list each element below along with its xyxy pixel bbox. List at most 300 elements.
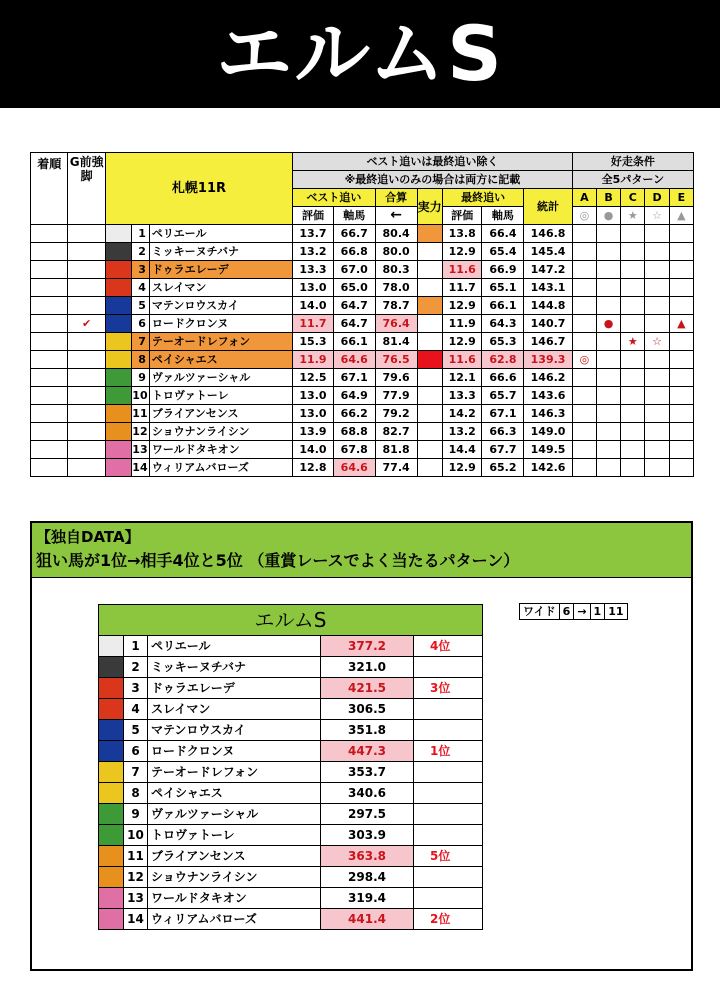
cond-b-cell: ● xyxy=(597,315,621,333)
toukei-value: 143.1 xyxy=(524,279,572,297)
frame-color-cell xyxy=(99,678,124,699)
header-cond2: 全5パターン xyxy=(572,171,693,189)
cond-e-cell xyxy=(669,405,693,423)
cond-b-cell xyxy=(597,405,621,423)
cond-a-cell xyxy=(572,441,596,459)
score-row xyxy=(99,699,483,720)
jitsuryoku-cell xyxy=(417,351,442,369)
horse-name: ワールドタキオン xyxy=(149,441,292,459)
best-jikuba: 68.8 xyxy=(333,423,375,441)
wide-arrow-icon: → xyxy=(574,604,590,620)
best-hyoka: 13.2 xyxy=(293,243,334,261)
jitsuryoku-cell xyxy=(417,279,442,297)
final-jikuba: 66.9 xyxy=(482,261,524,279)
cond-e-cell xyxy=(669,423,693,441)
frame-color-cell xyxy=(99,888,124,909)
cond-e-cell xyxy=(669,279,693,297)
cond-e-cell xyxy=(669,441,693,459)
cond-a-cell xyxy=(572,387,596,405)
final-hyoka: 11.6 xyxy=(442,351,482,369)
cond-b-cell xyxy=(597,297,621,315)
horse-row xyxy=(31,351,694,369)
frame-color-cell xyxy=(99,762,124,783)
score-value: 298.4 xyxy=(321,867,414,888)
triangle-icon: ▲ xyxy=(669,207,693,225)
horse-name: トロヴァトーレ xyxy=(148,825,321,846)
cond-c-cell xyxy=(621,441,645,459)
final-jikuba: 66.6 xyxy=(482,369,524,387)
best-hyoka: 13.7 xyxy=(293,225,334,243)
frame-color-cell xyxy=(99,783,124,804)
toukei-value: 149.5 xyxy=(524,441,572,459)
toukei-value: 144.8 xyxy=(524,297,572,315)
cond-c-cell xyxy=(621,279,645,297)
g-mark-cell xyxy=(68,459,105,477)
horse-number: 11 xyxy=(124,846,148,867)
chakujun-cell xyxy=(31,405,68,423)
horse-number: 9 xyxy=(132,369,150,387)
toukei-value: 143.6 xyxy=(524,387,572,405)
frame-color-cell xyxy=(105,369,131,387)
chakujun-cell xyxy=(31,297,68,315)
header-c: C xyxy=(621,189,645,207)
final-hyoka: 13.8 xyxy=(442,225,482,243)
g-mark-cell xyxy=(68,351,105,369)
cond-c-cell xyxy=(621,405,645,423)
score-value: 319.4 xyxy=(321,888,414,909)
cond-d-cell xyxy=(645,369,669,387)
horse-name: ペリエール xyxy=(148,636,321,657)
horse-row xyxy=(31,225,694,243)
final-jikuba: 66.3 xyxy=(482,423,524,441)
horse-name: ウィリアムバローズ xyxy=(148,909,321,930)
rank-label xyxy=(414,699,483,720)
best-hyoka: 13.0 xyxy=(293,387,334,405)
header-b: B xyxy=(597,189,621,207)
horse-number: 12 xyxy=(132,423,150,441)
header-hyoka2: 評価 xyxy=(442,207,482,225)
score-row xyxy=(99,825,483,846)
frame-color-cell xyxy=(99,657,124,678)
horse-name: スレイマン xyxy=(149,279,292,297)
horse-number: 12 xyxy=(124,867,148,888)
page-title: エルムS xyxy=(216,9,504,98)
frame-color-cell xyxy=(105,351,131,369)
g-mark-cell xyxy=(68,297,105,315)
frame-color-cell xyxy=(105,333,131,351)
chakujun-cell xyxy=(31,279,68,297)
frame-color-cell xyxy=(99,720,124,741)
horse-name: ブライアンセンス xyxy=(148,846,321,867)
best-jikuba: 64.6 xyxy=(333,459,375,477)
frame-color-cell xyxy=(99,741,124,762)
score-value: 447.3 xyxy=(321,741,414,762)
cond-e-cell xyxy=(669,225,693,243)
frame-color-cell xyxy=(105,387,131,405)
horse-number: 2 xyxy=(124,657,148,678)
chakujun-cell xyxy=(31,459,68,477)
horse-number: 5 xyxy=(124,720,148,741)
best-hyoka: 13.0 xyxy=(293,405,334,423)
jitsuryoku-cell xyxy=(417,405,442,423)
cond-e-cell xyxy=(669,369,693,387)
horse-number: 14 xyxy=(124,909,148,930)
horse-row xyxy=(31,315,694,333)
final-hyoka: 11.7 xyxy=(442,279,482,297)
horse-name: ワールドタキオン xyxy=(148,888,321,909)
cond-c-cell xyxy=(621,297,645,315)
horse-name: テーオードレフォン xyxy=(148,762,321,783)
horse-number: 1 xyxy=(132,225,150,243)
gosan-value: 80.4 xyxy=(375,225,417,243)
final-jikuba: 65.2 xyxy=(482,459,524,477)
cond-e-cell xyxy=(669,297,693,315)
score-row xyxy=(99,846,483,867)
cond-c-cell xyxy=(621,423,645,441)
horse-number: 4 xyxy=(124,699,148,720)
toukei-value: 147.2 xyxy=(524,261,572,279)
rank-label xyxy=(414,888,483,909)
chakujun-cell xyxy=(31,369,68,387)
cond-e-cell xyxy=(669,459,693,477)
horse-name: テーオードレフォン xyxy=(149,333,292,351)
header-g-zen-kyoukyaku: G前強脚 xyxy=(68,153,105,225)
cond-e-cell xyxy=(669,243,693,261)
cond-c-cell xyxy=(621,243,645,261)
cond-c-cell xyxy=(621,459,645,477)
score-row xyxy=(99,804,483,825)
horse-number: 8 xyxy=(124,783,148,804)
jitsuryoku-cell xyxy=(417,225,442,243)
horse-row xyxy=(31,441,694,459)
final-hyoka: 14.4 xyxy=(442,441,482,459)
gosan-value: 76.5 xyxy=(375,351,417,369)
final-jikuba: 65.3 xyxy=(482,333,524,351)
best-jikuba: 67.0 xyxy=(333,261,375,279)
horse-number: 5 xyxy=(132,297,150,315)
cond-e-cell xyxy=(669,261,693,279)
horse-number: 1 xyxy=(124,636,148,657)
wide-bet-box xyxy=(519,603,628,620)
horse-name: ショウナンライシン xyxy=(149,423,292,441)
cond-d-cell xyxy=(645,243,669,261)
gosan-value: 82.7 xyxy=(375,423,417,441)
best-hyoka: 14.0 xyxy=(293,297,334,315)
gosan-value: 79.2 xyxy=(375,405,417,423)
rank-label xyxy=(414,783,483,804)
g-mark-cell xyxy=(68,423,105,441)
double-circle-icon: ◎ xyxy=(572,207,596,225)
title-banner xyxy=(0,0,720,108)
final-hyoka: 12.9 xyxy=(442,333,482,351)
header-d: D xyxy=(645,189,669,207)
cond-a-cell xyxy=(572,261,596,279)
horse-number: 2 xyxy=(132,243,150,261)
best-hyoka: 13.3 xyxy=(293,261,334,279)
header-jikuba2: 軸馬 xyxy=(482,207,524,225)
toukei-value: 142.6 xyxy=(524,459,572,477)
cond-a-cell xyxy=(572,333,596,351)
score-row xyxy=(99,636,483,657)
wide-third: 11 xyxy=(605,604,627,620)
g-mark-cell xyxy=(68,387,105,405)
horse-number: 10 xyxy=(132,387,150,405)
horse-number: 7 xyxy=(132,333,150,351)
final-hyoka: 12.9 xyxy=(442,297,482,315)
score-table xyxy=(98,604,483,930)
cond-d-cell xyxy=(645,261,669,279)
horse-row xyxy=(31,279,694,297)
cond-c-cell: ★ xyxy=(621,333,645,351)
final-jikuba: 65.1 xyxy=(482,279,524,297)
final-jikuba: 65.7 xyxy=(482,387,524,405)
jitsuryoku-cell xyxy=(417,333,442,351)
header-jikuba: 軸馬 xyxy=(333,207,375,225)
score-value: 351.8 xyxy=(321,720,414,741)
cond-e-cell xyxy=(669,333,693,351)
header-race: 札幌11R xyxy=(105,153,292,225)
cond-c-cell xyxy=(621,315,645,333)
header-toukei: 統計 xyxy=(524,189,572,225)
cond-d-cell xyxy=(645,225,669,243)
frame-color-cell xyxy=(105,243,131,261)
horse-name: ペイシャエス xyxy=(149,351,292,369)
rank-label: 3位 xyxy=(414,678,483,699)
horse-number: 13 xyxy=(132,441,150,459)
header-gosan: 合算 xyxy=(375,189,417,207)
header-e: E xyxy=(669,189,693,207)
rank-label: 5位 xyxy=(414,846,483,867)
final-jikuba: 66.1 xyxy=(482,297,524,315)
score-value: 297.5 xyxy=(321,804,414,825)
horse-row xyxy=(31,333,694,351)
gosan-value: 80.0 xyxy=(375,243,417,261)
cond-a-cell xyxy=(572,297,596,315)
jitsuryoku-cell xyxy=(417,423,442,441)
cond-d-cell xyxy=(645,297,669,315)
horse-name: ミッキーヌチバナ xyxy=(149,243,292,261)
final-jikuba: 67.7 xyxy=(482,441,524,459)
rank-label xyxy=(414,762,483,783)
score-value: 421.5 xyxy=(321,678,414,699)
header-a: A xyxy=(572,189,596,207)
chakujun-cell xyxy=(31,423,68,441)
frame-color-cell xyxy=(105,261,131,279)
best-hyoka: 12.5 xyxy=(293,369,334,387)
cond-c-cell xyxy=(621,369,645,387)
best-jikuba: 64.7 xyxy=(333,315,375,333)
cond-d-cell xyxy=(645,441,669,459)
frame-color-cell xyxy=(99,867,124,888)
gosan-value: 80.3 xyxy=(375,261,417,279)
best-jikuba: 66.7 xyxy=(333,225,375,243)
cond-d-cell xyxy=(645,387,669,405)
cond-a-cell xyxy=(572,225,596,243)
horse-number: 6 xyxy=(132,315,150,333)
cond-d-cell: ☆ xyxy=(645,333,669,351)
rank-label xyxy=(414,804,483,825)
horse-row xyxy=(31,369,694,387)
jitsuryoku-cell xyxy=(417,441,442,459)
horse-number: 6 xyxy=(124,741,148,762)
star-outline-icon: ☆ xyxy=(645,207,669,225)
final-hyoka: 13.3 xyxy=(442,387,482,405)
toukei-value: 146.2 xyxy=(524,369,572,387)
cond-b-cell xyxy=(597,333,621,351)
best-jikuba: 66.8 xyxy=(333,243,375,261)
horse-row xyxy=(31,243,694,261)
header-chakujun: 着順 xyxy=(31,153,68,225)
horse-name: ペイシャエス xyxy=(148,783,321,804)
header-best-note1: ベスト追いは最終追い除く xyxy=(293,153,573,171)
chakujun-cell xyxy=(31,351,68,369)
wide-second: 1 xyxy=(590,604,605,620)
star-icon: ★ xyxy=(621,207,645,225)
cond-a-cell xyxy=(572,279,596,297)
chakujun-cell xyxy=(31,225,68,243)
final-hyoka: 12.9 xyxy=(442,459,482,477)
cond-b-cell xyxy=(597,423,621,441)
gosan-value: 78.7 xyxy=(375,297,417,315)
horse-number: 3 xyxy=(132,261,150,279)
horse-name: ミッキーヌチバナ xyxy=(148,657,321,678)
final-jikuba: 67.1 xyxy=(482,405,524,423)
horse-name: ウィリアムバローズ xyxy=(149,459,292,477)
cond-b-cell xyxy=(597,459,621,477)
horse-number: 11 xyxy=(132,405,150,423)
horse-number: 8 xyxy=(132,351,150,369)
toukei-value: 145.4 xyxy=(524,243,572,261)
horse-row xyxy=(31,387,694,405)
jitsuryoku-cell xyxy=(417,387,442,405)
best-jikuba: 67.1 xyxy=(333,369,375,387)
chakujun-cell xyxy=(31,243,68,261)
cond-c-cell xyxy=(621,225,645,243)
best-jikuba: 65.0 xyxy=(333,279,375,297)
horse-number: 7 xyxy=(124,762,148,783)
toukei-value: 140.7 xyxy=(524,315,572,333)
frame-color-cell xyxy=(99,825,124,846)
score-value: 377.2 xyxy=(321,636,414,657)
toukei-value: 146.8 xyxy=(524,225,572,243)
final-jikuba: 66.4 xyxy=(482,225,524,243)
toukei-value: 139.3 xyxy=(524,351,572,369)
best-jikuba: 64.9 xyxy=(333,387,375,405)
score-value: 353.7 xyxy=(321,762,414,783)
cond-c-cell xyxy=(621,261,645,279)
best-jikuba: 67.8 xyxy=(333,441,375,459)
rank-label xyxy=(414,825,483,846)
best-hyoka: 11.7 xyxy=(293,315,334,333)
horse-name: ヴァルツァーシャル xyxy=(149,369,292,387)
frame-color-cell xyxy=(105,279,131,297)
jitsuryoku-cell xyxy=(417,261,442,279)
cond-c-cell xyxy=(621,351,645,369)
final-hyoka: 12.1 xyxy=(442,369,482,387)
cond-e-cell xyxy=(669,351,693,369)
best-jikuba: 66.1 xyxy=(333,333,375,351)
final-jikuba: 64.3 xyxy=(482,315,524,333)
cond-b-cell xyxy=(597,387,621,405)
g-mark-cell xyxy=(68,225,105,243)
score-row xyxy=(99,657,483,678)
cond-d-cell xyxy=(645,351,669,369)
score-value: 306.5 xyxy=(321,699,414,720)
horse-row xyxy=(31,405,694,423)
score-row xyxy=(99,888,483,909)
horse-row xyxy=(31,261,694,279)
header-final: 最終追い xyxy=(442,189,523,207)
frame-color-cell xyxy=(105,441,131,459)
jitsuryoku-cell xyxy=(417,369,442,387)
toukei-value: 146.3 xyxy=(524,405,572,423)
cond-b-cell xyxy=(597,351,621,369)
horse-name: ヴァルツァーシャル xyxy=(148,804,321,825)
score-row xyxy=(99,720,483,741)
cond-d-cell xyxy=(645,423,669,441)
horse-name: ショウナンライシン xyxy=(148,867,321,888)
rank-label: 2位 xyxy=(414,909,483,930)
horse-name: ドゥラエレーデ xyxy=(148,678,321,699)
cond-b-cell xyxy=(597,369,621,387)
final-hyoka: 11.6 xyxy=(442,261,482,279)
rank-label xyxy=(414,720,483,741)
score-row xyxy=(99,783,483,804)
cond-a-cell xyxy=(572,459,596,477)
gosan-value: 76.4 xyxy=(375,315,417,333)
frame-color-cell xyxy=(99,846,124,867)
circle-icon: ● xyxy=(597,207,621,225)
cond-d-cell xyxy=(645,405,669,423)
horse-name: トロヴァトーレ xyxy=(149,387,292,405)
score-value: 340.6 xyxy=(321,783,414,804)
horse-row xyxy=(31,423,694,441)
cond-a-cell xyxy=(572,405,596,423)
gosan-value: 79.6 xyxy=(375,369,417,387)
final-hyoka: 14.2 xyxy=(442,405,482,423)
g-mark-cell xyxy=(68,405,105,423)
frame-color-cell xyxy=(105,405,131,423)
chakujun-cell xyxy=(31,315,68,333)
original-data-header xyxy=(32,523,691,578)
score-table-title: エルムS xyxy=(99,605,483,636)
rank-label: 1位 xyxy=(414,741,483,762)
best-hyoka: 13.9 xyxy=(293,423,334,441)
horse-name: ロードクロンヌ xyxy=(149,315,292,333)
cond-b-cell xyxy=(597,279,621,297)
header-best: ベスト追い xyxy=(293,189,376,207)
header-hyoka: 評価 xyxy=(293,207,334,225)
cond-a-cell xyxy=(572,423,596,441)
cond-b-cell xyxy=(597,261,621,279)
toukei-value: 149.0 xyxy=(524,423,572,441)
score-row xyxy=(99,678,483,699)
horse-number: 13 xyxy=(124,888,148,909)
rank-label xyxy=(414,867,483,888)
frame-color-cell xyxy=(99,909,124,930)
g-mark-cell xyxy=(68,279,105,297)
gosan-value: 78.0 xyxy=(375,279,417,297)
best-hyoka: 15.3 xyxy=(293,333,334,351)
score-row xyxy=(99,909,483,930)
horse-row xyxy=(31,297,694,315)
cond-d-cell xyxy=(645,279,669,297)
g-mark-cell: ✔ xyxy=(68,315,105,333)
horse-number: 9 xyxy=(124,804,148,825)
wide-label: ワイド xyxy=(520,604,560,620)
cond-b-cell xyxy=(597,243,621,261)
g-mark-cell xyxy=(68,369,105,387)
